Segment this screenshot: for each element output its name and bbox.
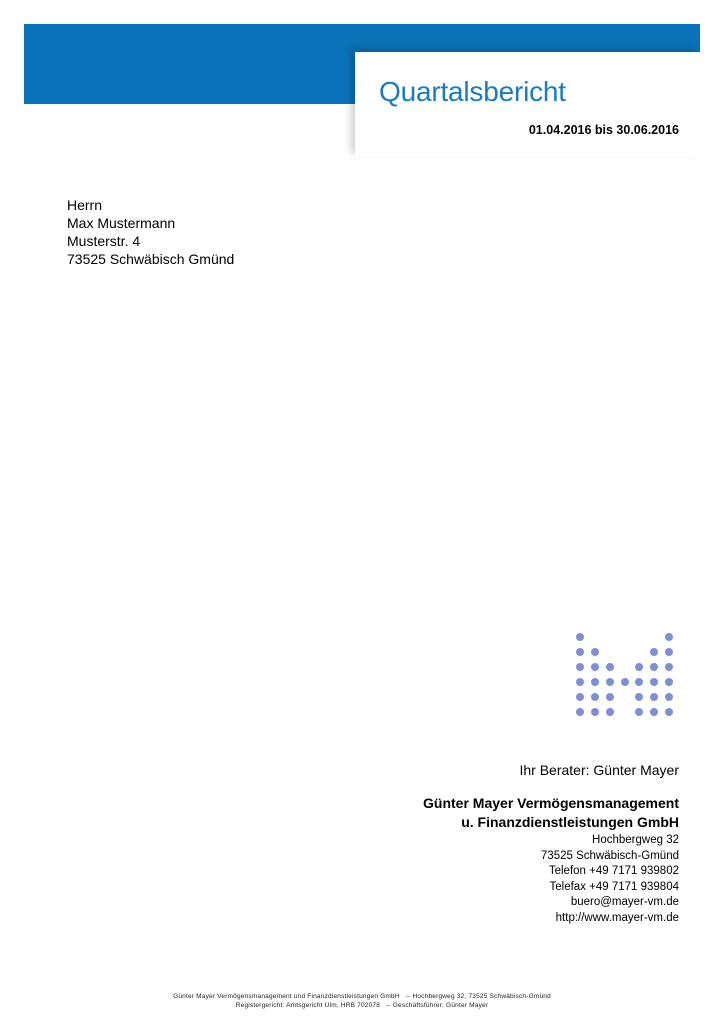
company-website[interactable]: http://www.mayer-vm.de	[555, 911, 679, 924]
footer	[0, 992, 724, 1010]
company-email[interactable]: buero@mayer-vm.de	[570, 896, 679, 908]
company-street: Hochbergweg 32	[592, 834, 679, 846]
company-name	[423, 794, 679, 832]
report-title: Quartalsbericht	[379, 76, 566, 107]
recipient-name: Max Mustermann	[67, 215, 176, 231]
recipient-address	[67, 196, 234, 268]
company-fax: Telefax +49 7171 939804	[549, 880, 679, 893]
recipient-street: Musterstr. 4	[67, 233, 141, 249]
dotted-m-logo-icon	[568, 628, 680, 720]
advisor-line: Ihr Berater: Günter Mayer	[519, 762, 679, 778]
footer-line1: Günter Mayer Vermögensmanagement und Finanzdienstleistungen GmbH -- Hochbergweg 32, 73525 Schwäbisch-Gmünd	[173, 993, 551, 1000]
company-name-line2: u. Finanzdienstleistungen GmbH	[461, 814, 679, 830]
company-name-line1: Günter Mayer Vermögensmanagement	[423, 795, 679, 811]
footer-line2: Registergericht: Amtsgericht Ulm, HRB 702078 -- Geschäftsführer: Günter Mayer	[235, 1002, 489, 1009]
recipient-city: 73525 Schwäbisch Gmünd	[67, 251, 235, 267]
company-city: 73525 Schwäbisch-Gmünd	[540, 849, 679, 862]
company-contact	[541, 833, 679, 926]
report-period: 01.04.2016 bis 30.06.2016	[528, 123, 679, 137]
recipient-salutation: Herrn	[67, 197, 103, 213]
company-phone: Telefon +49 7171 939802	[548, 865, 679, 877]
